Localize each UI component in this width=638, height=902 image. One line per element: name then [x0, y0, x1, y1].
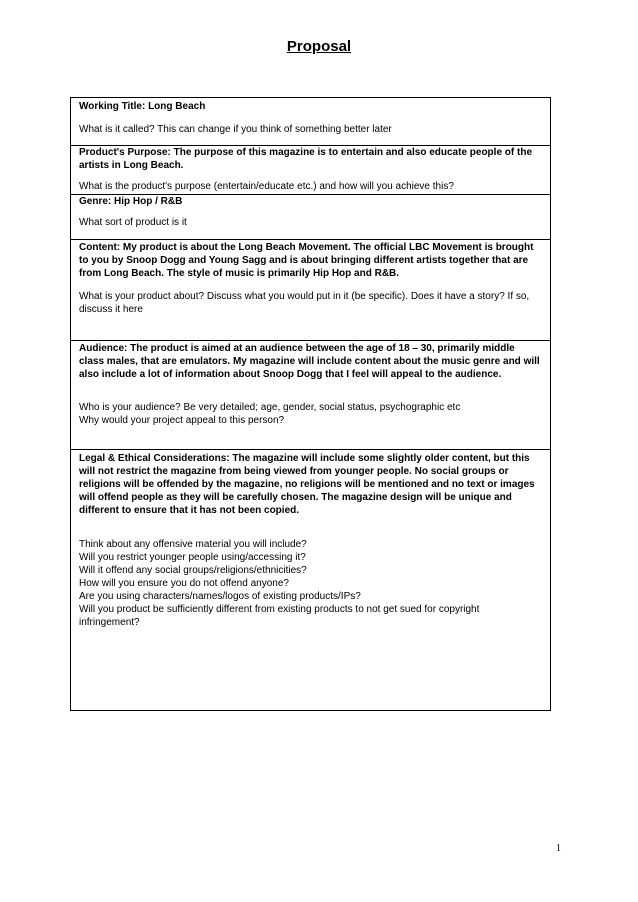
audience-answer: Audience: The product is aimed at an audience between the age of 18 – 30, primarily middle class males, that are emulators. My magazine will include content about the music genre and will also include a lot of information about Snoop Dogg that I feel will appeal to the audience.	[79, 343, 540, 380]
content-answer: Content: My product is about the Long Beach Movement. The official LBC Movement is brought to you by Snoop Dogg and Young Sagg and is about bringing different artists together that are from Long Beach. The style of music is primarily Hip Hop and R&B.	[79, 242, 534, 279]
purpose-prompt: What is the product's purpose (entertain/educate etc.) and how will you achieve this?	[79, 181, 454, 192]
genre-prompt: What sort of product is it	[79, 217, 187, 228]
legal-question: Will you restrict younger people using/accessing it?	[79, 552, 306, 563]
section-purpose	[71, 145, 550, 194]
legal-answer: Legal & Ethical Considerations: The magazine will include some slightly older content, but this will not restrict the magazine from being viewed from younger people. No social groups or religions will be offended by the magazine, no religions will be mentioned and no text or images will offend people as they will be carefully chosen. The magazine design will be unique and different to ensure that it has not been copied.	[79, 453, 535, 516]
legal-questions	[79, 538, 542, 629]
genre-answer: Genre: Hip Hop / R&B	[79, 196, 183, 207]
section-legal	[71, 449, 550, 710]
page-number: 1	[556, 843, 561, 854]
legal-question: How will you ensure you do not offend anyone?	[79, 578, 289, 589]
section-content	[71, 239, 550, 340]
section-audience	[71, 340, 550, 449]
proposal-table	[70, 97, 551, 711]
audience-prompt-2: Why would your project appeal to this person?	[79, 415, 285, 426]
working-title-answer: Working Title: Long Beach	[79, 101, 206, 112]
purpose-answer: Product's Purpose: The purpose of this magazine is to entertain and also educate people of the artists in Long Beach.	[79, 147, 533, 171]
page-title: Proposal	[286, 38, 352, 55]
working-title-prompt: What is it called? This can change if you think of something better later	[79, 124, 392, 135]
section-working-title	[71, 98, 550, 147]
section-genre	[71, 194, 550, 239]
content-prompt: What is your product about? Discuss what you would put in it (be specific). Does it have a story? If so, discuss it here	[79, 291, 530, 315]
legal-question: Think about any offensive material you will include?	[79, 539, 307, 550]
legal-question: Are you using characters/names/logos of existing products/IPs?	[79, 591, 361, 602]
legal-question: Will it offend any social groups/religions/ethnicities?	[79, 565, 307, 576]
legal-question: Will you product be sufficiently different from existing products to not get sued for copyright infringement?	[79, 604, 480, 628]
audience-prompt-1: Who is your audience? Be very detailed; age, gender, social status, psychographic etc	[79, 402, 461, 413]
